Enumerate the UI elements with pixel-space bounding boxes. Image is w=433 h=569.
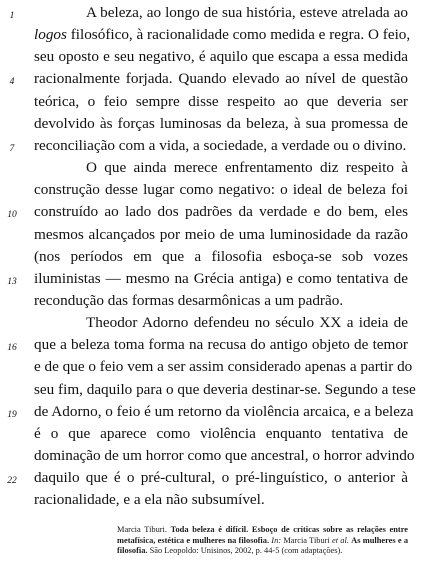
line-text: racionalmente forjada. Quando elevado ao nível de questão [34, 70, 408, 88]
line-number: 10 [7, 210, 17, 221]
line-text: é o que aparece como violência enquanto tentativa de [34, 424, 408, 442]
line-number: 13 [7, 276, 17, 287]
text-line [0, 290, 433, 312]
line-text: Theodor Adorno defendeu no século XX a ideia de [86, 314, 408, 332]
line-text: reconciliação com a vida, a sociedade, a verdade ou o divino. [34, 136, 407, 154]
text-line [0, 356, 433, 378]
line-text: devolvido às forças luminosas da beleza, à sua promessa de [34, 114, 408, 132]
line-number: 7 [9, 143, 15, 154]
citation-editors: Marcia Tiburi [283, 535, 330, 545]
text-line [0, 91, 433, 113]
line-number: 16 [7, 343, 17, 354]
line-number: 4 [9, 77, 15, 88]
text-line [0, 135, 433, 157]
text-line [0, 24, 433, 46]
line-text: que a beleza toma forma na recusa do antigo objeto de temor [34, 336, 408, 354]
citation-publication: São Leopoldo: Unisinos, 2002, p. 44-5 (com adaptações). [149, 546, 343, 555]
text-line [0, 445, 433, 467]
line-number: 19 [7, 409, 17, 420]
line-number: 22 [7, 476, 17, 487]
citation-in-label: In: [271, 535, 282, 545]
text-line [0, 379, 433, 401]
line-text: dominação de um horror como que ancestral, o horror advindo [34, 447, 415, 464]
line-text: teórica, o feio sempre disse respeito ao que deveria ser [34, 92, 408, 110]
line-text: iluministas — mesmo na Grécia antiga) e como tentativa de [34, 269, 408, 287]
line-text: de Adorno, o feio é um retorno da violência arcaica, e a beleza [34, 402, 414, 420]
line-number: 1 [9, 11, 15, 21]
citation-title: Toda beleza é difícil. [170, 525, 249, 534]
text-line [0, 201, 433, 223]
text-line [0, 224, 433, 246]
text-line [0, 401, 433, 423]
line-text: logos filosófico, à racionalidade como medida e regra. O feio, [34, 26, 411, 44]
citation-subtitle: Esboço de críticas sobre as relações entre metafísica, estética e mulheres na filosofia. [117, 525, 408, 545]
citation-author: Marcia Tiburi. [117, 525, 167, 534]
text-line [0, 113, 433, 135]
line-text: seu fim, daquilo para o que deveria destinar-se. Segundo a tese [34, 380, 416, 398]
text-line [0, 46, 433, 68]
line-text: e de que o feio vem a ser assim considerado apenas a partir do [34, 358, 413, 376]
text-line [0, 312, 433, 334]
line-text: A beleza, ao longo de sua história, esteve atrelada ao [86, 4, 408, 21]
text-line [0, 68, 433, 90]
text-line [0, 467, 433, 489]
italic-term: logos [34, 26, 67, 44]
text-line [0, 246, 433, 268]
line-text: racionalidade, e a ela não subsumível. [34, 491, 265, 509]
text-line [0, 423, 433, 445]
line-text: (nos períodos em que a filosofia esboça-se sob vozes [34, 247, 408, 265]
text-line [0, 268, 433, 290]
line-text: construção desse lugar como negativo: o ideal de beleza foi [34, 181, 408, 199]
text-line [0, 2, 433, 24]
line-text: seu oposto e seu negativo, é aquilo que escapa a essa medida [34, 48, 408, 66]
text-line [0, 157, 433, 179]
text-line [0, 489, 433, 511]
text-line [0, 334, 433, 356]
line-text: O que ainda merece enfrentamento diz respeito à [86, 159, 408, 177]
line-text: daquilo que é o pré-cultural, o pré-linguístico, o anterior à [34, 469, 408, 487]
line-text: mesmos alcançados por meio de uma luminosidade da razão [34, 225, 408, 243]
citation-et-al: et al. [332, 535, 349, 545]
citation-book: As mulheres e a filosofia. [117, 535, 409, 555]
citation [117, 525, 408, 557]
line-text: construído ao lado dos padrões da verdade e do bem, eles [34, 203, 408, 221]
line-text: recondução das formas desarmônicas a um padrão. [34, 291, 344, 309]
text-line [0, 179, 433, 201]
